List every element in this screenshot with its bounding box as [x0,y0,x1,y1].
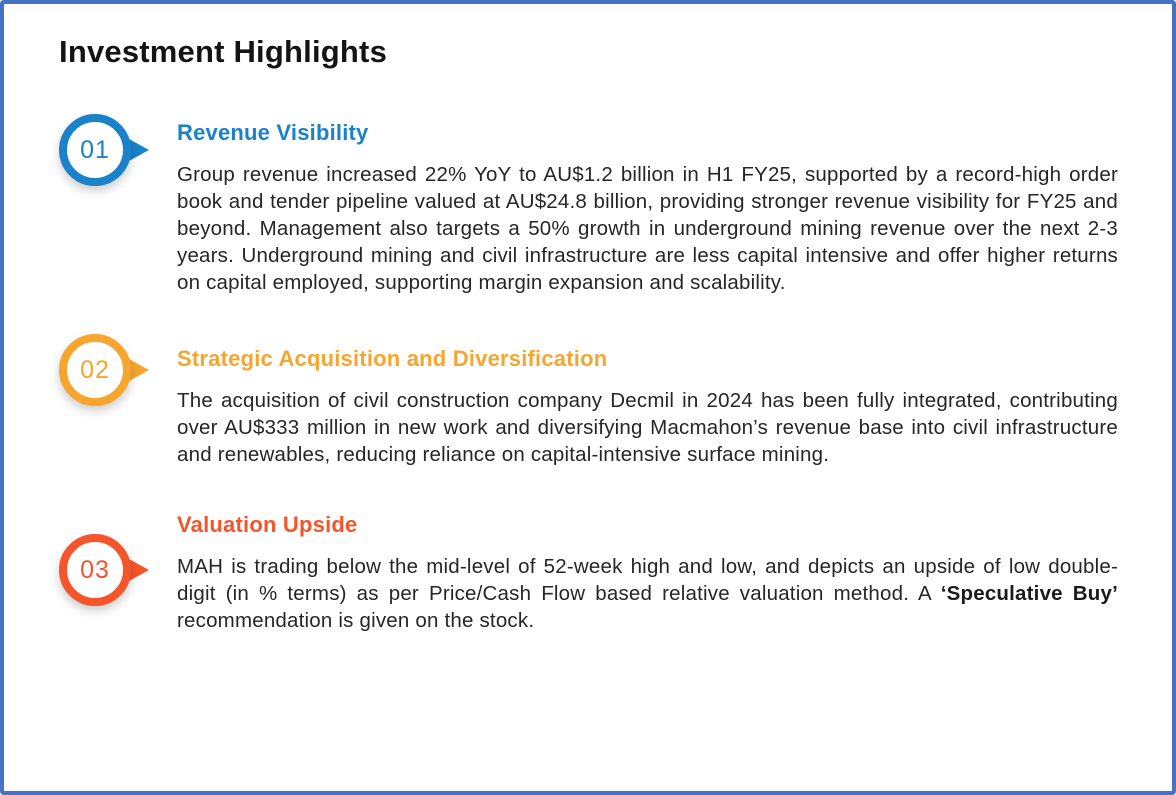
section-heading: Revenue Visibility [177,120,369,145]
section-heading: Strategic Acquisition and Diversification [177,346,608,371]
section-content [177,120,1118,296]
step-number: 03 [59,534,131,606]
body-text: The acquisition of civil construction company Decmil in 2024 has been fully integrated, contributing over AU$333 million in new work and diversifying Macmahon’s revenue base into civil infrastructure and renewables, reducing reliance on capital-intensive surface mining. [177,389,1118,466]
body-text: recommendation is given on the stock. [177,609,535,632]
body-text-bold: ‘Speculative Buy’ [940,582,1118,605]
step-number: 01 [59,114,131,186]
section-content [177,346,1118,468]
step-badge-01 [59,114,177,192]
page-title: Investment Highlights [59,34,388,69]
highlight-section-valuation-upside [59,512,1118,634]
highlight-section-strategic-acquisition [59,346,1118,468]
section-body [177,553,1118,634]
step-number: 02 [59,334,131,406]
section-content [177,512,1118,634]
section-heading: Valuation Upside [177,512,358,537]
body-text: Group revenue increased 22% YoY to AU$1.2 billion in H1 FY25, supported by a record-high order book and tender pipeline valued at AU$24.8 billion, providing stronger revenue visibility for FY25 and beyond. Management also targets a 50% growth in underground mining revenue over the next 2-3 years. Underground mining and civil infrastructure are less capital intensive and offer higher returns on capital employed, supporting margin expansion and scalability. [177,163,1118,294]
section-body [177,387,1118,468]
highlight-section-revenue-visibility [59,120,1118,296]
section-body [177,161,1118,296]
body-text: MAH is trading below the mid-level of 52-week high and low, and depicts an upside of low double-digit (in % terms) as per Price/Cash Flow based relative valuation method. A [177,555,1118,605]
step-badge-03 [59,534,177,612]
step-badge-02 [59,334,177,412]
